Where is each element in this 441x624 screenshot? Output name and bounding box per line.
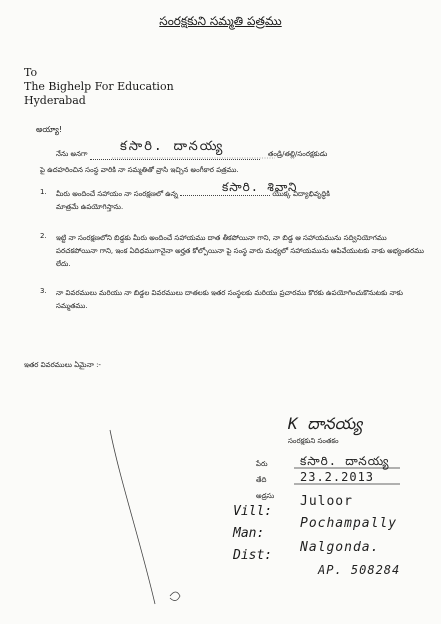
declaration-line: పై ఉదహరించిన సంస్థ వారికి నా సమ్మతితో వ్రాసి ఇచ్చిన అంగీకార పత్రము. xyxy=(40,166,239,174)
other-details-label: ఇతర వివరములు ఏమైనా :- xyxy=(24,361,101,369)
handwritten-student-name: కసారి. శివాని xyxy=(222,180,298,194)
item-number: 1. xyxy=(40,188,47,196)
name-prefix: నేను అనగా xyxy=(56,150,88,158)
item-text: నా వివరములు మరియు నా బిడ్డల వివరములు దాతలకు ఇతర సంస్థలకు మరియు ప్రచారము కొరకు ఉపయోగించుకొనుటకు నాకు సమ్మతము. xyxy=(56,289,403,310)
address-value-village: Juloor xyxy=(300,494,353,509)
guardian-signature: K దానయ్య xyxy=(288,414,363,433)
address-city: Hyderabad xyxy=(24,94,86,107)
item-text-a: మీరు అందించే సహాయం నా సంరక్షణలో ఉన్న xyxy=(56,190,178,198)
address-value-mandal: Pochampally xyxy=(300,516,398,531)
address-label-village: Vill: xyxy=(233,504,273,519)
item-number: 3. xyxy=(40,287,47,295)
address-to: To xyxy=(24,66,38,79)
detail-label-name: పేరు xyxy=(256,460,268,468)
detail-value-name: కసారి. దానయ్య xyxy=(300,454,390,468)
address-value-pincode: AP. 508284 xyxy=(318,563,401,577)
item-text-b: యొక్క విద్యాభివృద్ధికి xyxy=(272,190,330,198)
stray-pen-mark xyxy=(170,592,180,601)
item-number: 2. xyxy=(40,232,47,240)
handwritten-guardian-name: కసారి. దానయ్య xyxy=(120,139,225,154)
address-org: The Bighelp For Education xyxy=(24,80,174,93)
item-text: ఇట్టి నా సంరక్షణలోని బిడ్డకు మీరు అందించే సహాయము దాత తీకపోయినా గాని, నా బిడ్డ ఆ సహాయమును సద్వినియోగము పరచకపోయినా గాని, ఇంక ఏదిధముగానైనా అర్హత కోల్పోయినా పై సంస్థ వారు మధ్యలో సహాయమును ఆపివేయుటకు నాకు అభ్యంతరము లేదు. xyxy=(56,234,424,268)
item-text-c: మాత్రమే ఉపయోగిస్తాను. xyxy=(56,203,124,211)
address-value-district: Nalgonda. xyxy=(300,540,380,555)
stray-pen-stroke xyxy=(110,430,155,604)
detail-label-date: తేది xyxy=(256,476,267,484)
signature-label: సంరక్షకుని సంతకం xyxy=(288,437,339,445)
name-suffix: తండ్రి/తల్లి/సంరక్షకుడు xyxy=(267,150,328,158)
detail-label-address: అడ్రసు xyxy=(256,492,275,500)
salutation: అయ్యా! xyxy=(36,125,63,134)
page-title: సంరక్షకుని సమ్మతి పత్రము xyxy=(159,14,282,28)
detail-value-date: 23.2.2013 xyxy=(300,470,375,484)
address-label-district: Dist: xyxy=(233,548,273,563)
address-label-mandal: Man: xyxy=(233,526,265,541)
